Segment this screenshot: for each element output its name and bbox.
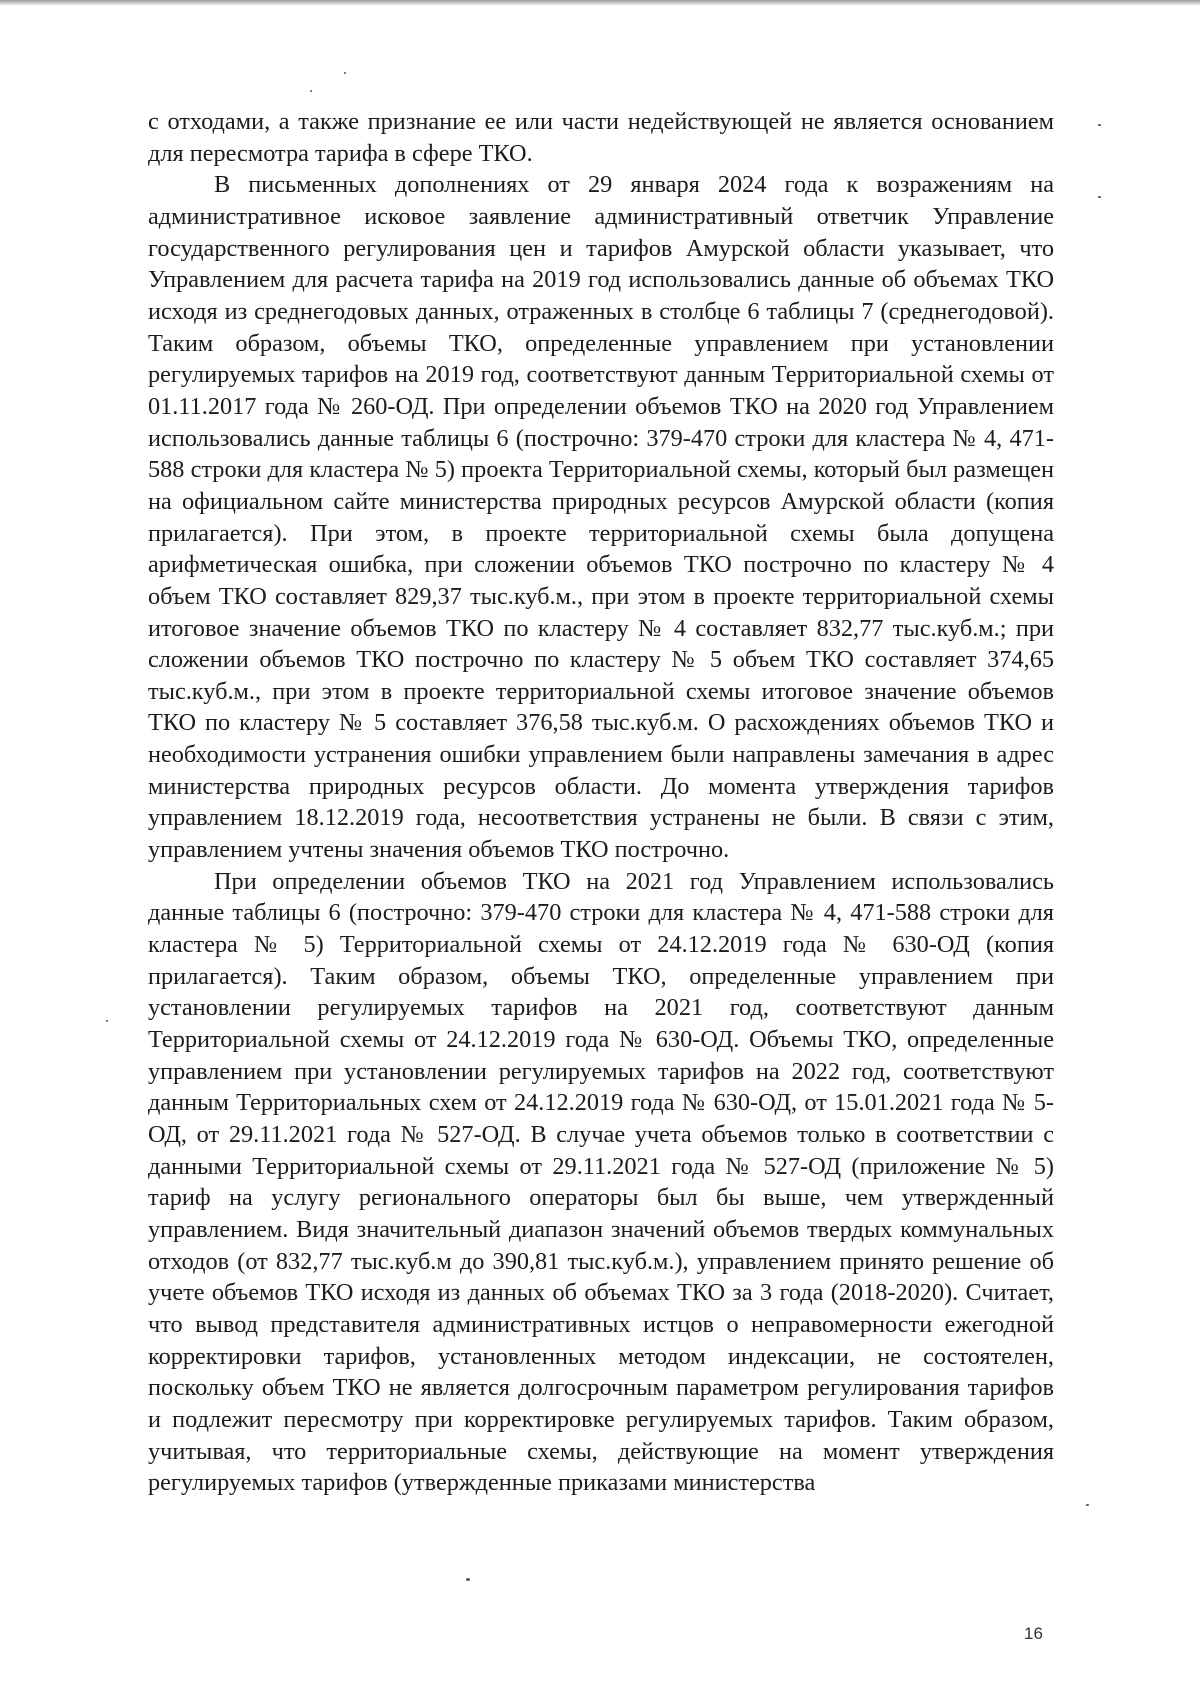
scan-speck xyxy=(1098,124,1101,126)
paragraph-continuation: с отходами, а также признание ее или части недействующей не является основанием для пересмотра тарифа в сфере ТКО. xyxy=(148,108,1054,167)
paragraph-volumes-2021: При определении объемов ТКО на 2021 год Управлением использовались данные таблицы 6 (построчно: 379-470 строки для кластера № 4, 471-588 строки для кластера № 5) Территориальной схемы от 24.12.2019 года № 630-ОД (копия прилагается). Таким образом, объемы ТКО, определенные управлением при установлении регулируемых тарифов на 2021 год, соответствуют данным Территориальной схемы от 24.12.2019 года № 630-ОД. Объемы ТКО, определенные управлением при установлении регулируемых тарифов на 2022 год, соответствуют данным Территориальных схем от 24.12.2019 года № 630-ОД, от 15.01.2021 года № 5-ОД, от 29.11.2021 года № 527-ОД. В случае учета объемов только в соответствии с данными Территориальной схемы от 29.11.2021 года № 527-ОД (приложение № 5) тариф на услугу регионального операторы был бы выше, чем утвержденный управлением. Видя значительный диапазон значений объемов твердых коммунальных отходов (от 832,77 тыс.куб.м до 390,81 тыс.куб.м.), управлением принято решение об учете объемов ТКО исходя из данных об объемах ТКО за 3 года (2018-2020). Считает, что вывод представителя административных истцов о неправомерности ежегодной корректировки тарифов, установленных методом индексации, не состоятелен, поскольку объем ТКО не является долгосрочным параметром регулирования тарифов и подлежит пересмотру при корректировке регулируемых тарифов. Таким образом, учитывая, что территориальные схемы, действующие на момент утверждения регулируемых тарифов (утвержденные приказами министерства xyxy=(148,867,1054,1497)
scan-top-edge xyxy=(0,0,1200,6)
scan-speck xyxy=(466,1578,470,1581)
scan-speck xyxy=(1086,1504,1089,1506)
scan-speck xyxy=(106,1020,108,1022)
scan-speck xyxy=(1098,196,1101,198)
scan-speck xyxy=(310,90,312,92)
document-page xyxy=(148,106,1054,1499)
page-number: 16 xyxy=(1024,1624,1043,1643)
scan-speck xyxy=(344,72,346,74)
paragraph-written-supplements: В письменных дополнениях от 29 января 2024 года к возражениям на административное исковое заявление административный ответчик Управление государственного регулирования цен и тарифов Амурской области указывает, что Управлением для расчета тарифа на 2019 год использовались данные об объемах ТКО исходя из среднегодовых данных, отраженных в столбце 6 таблицы 7 (среднегодовой). Таким образом, объемы ТКО, определенные управлением при установлении регулируемых тарифов на 2019 год, соответствуют данным Территориальной схемы от 01.11.2017 года № 260-ОД. При определении объемов ТКО на 2020 год Управлением использовались данные таблицы 6 (построчно: 379-470 строки для кластера № 4, 471-588 строки для кластера № 5) проекта Территориальной схемы, который был размещен на официальном сайте министерства природных ресурсов Амурской области (копия прилагается). При этом, в проекте территориальной схемы была допущена арифметическая ошибка, при сложении объемов ТКО построчно по кластеру № 4 объем ТКО составляет 829,37 тыс.куб.м., при этом в проекте территориальной схемы итоговое значение объемов ТКО по кластеру № 4 составляет 832,77 тыс.куб.м.; при сложении объемов ТКО построчно по кластеру № 5 объем ТКО составляет 374,65 тыс.куб.м., при этом в проекте территориальной схемы итоговое значение объемов ТКО по кластеру № 5 составляет 376,58 тыс.куб.м. О расхождениях объемов ТКО и необходимости устранения ошибки управлением были направлены замечания в адрес министерства природных ресурсов области. До момента утверждения тарифов управлением 18.12.2019 года, несоответствия устранены не были. В связи с этим, управлением учтены значения объемов ТКО построчно. xyxy=(148,171,1054,864)
